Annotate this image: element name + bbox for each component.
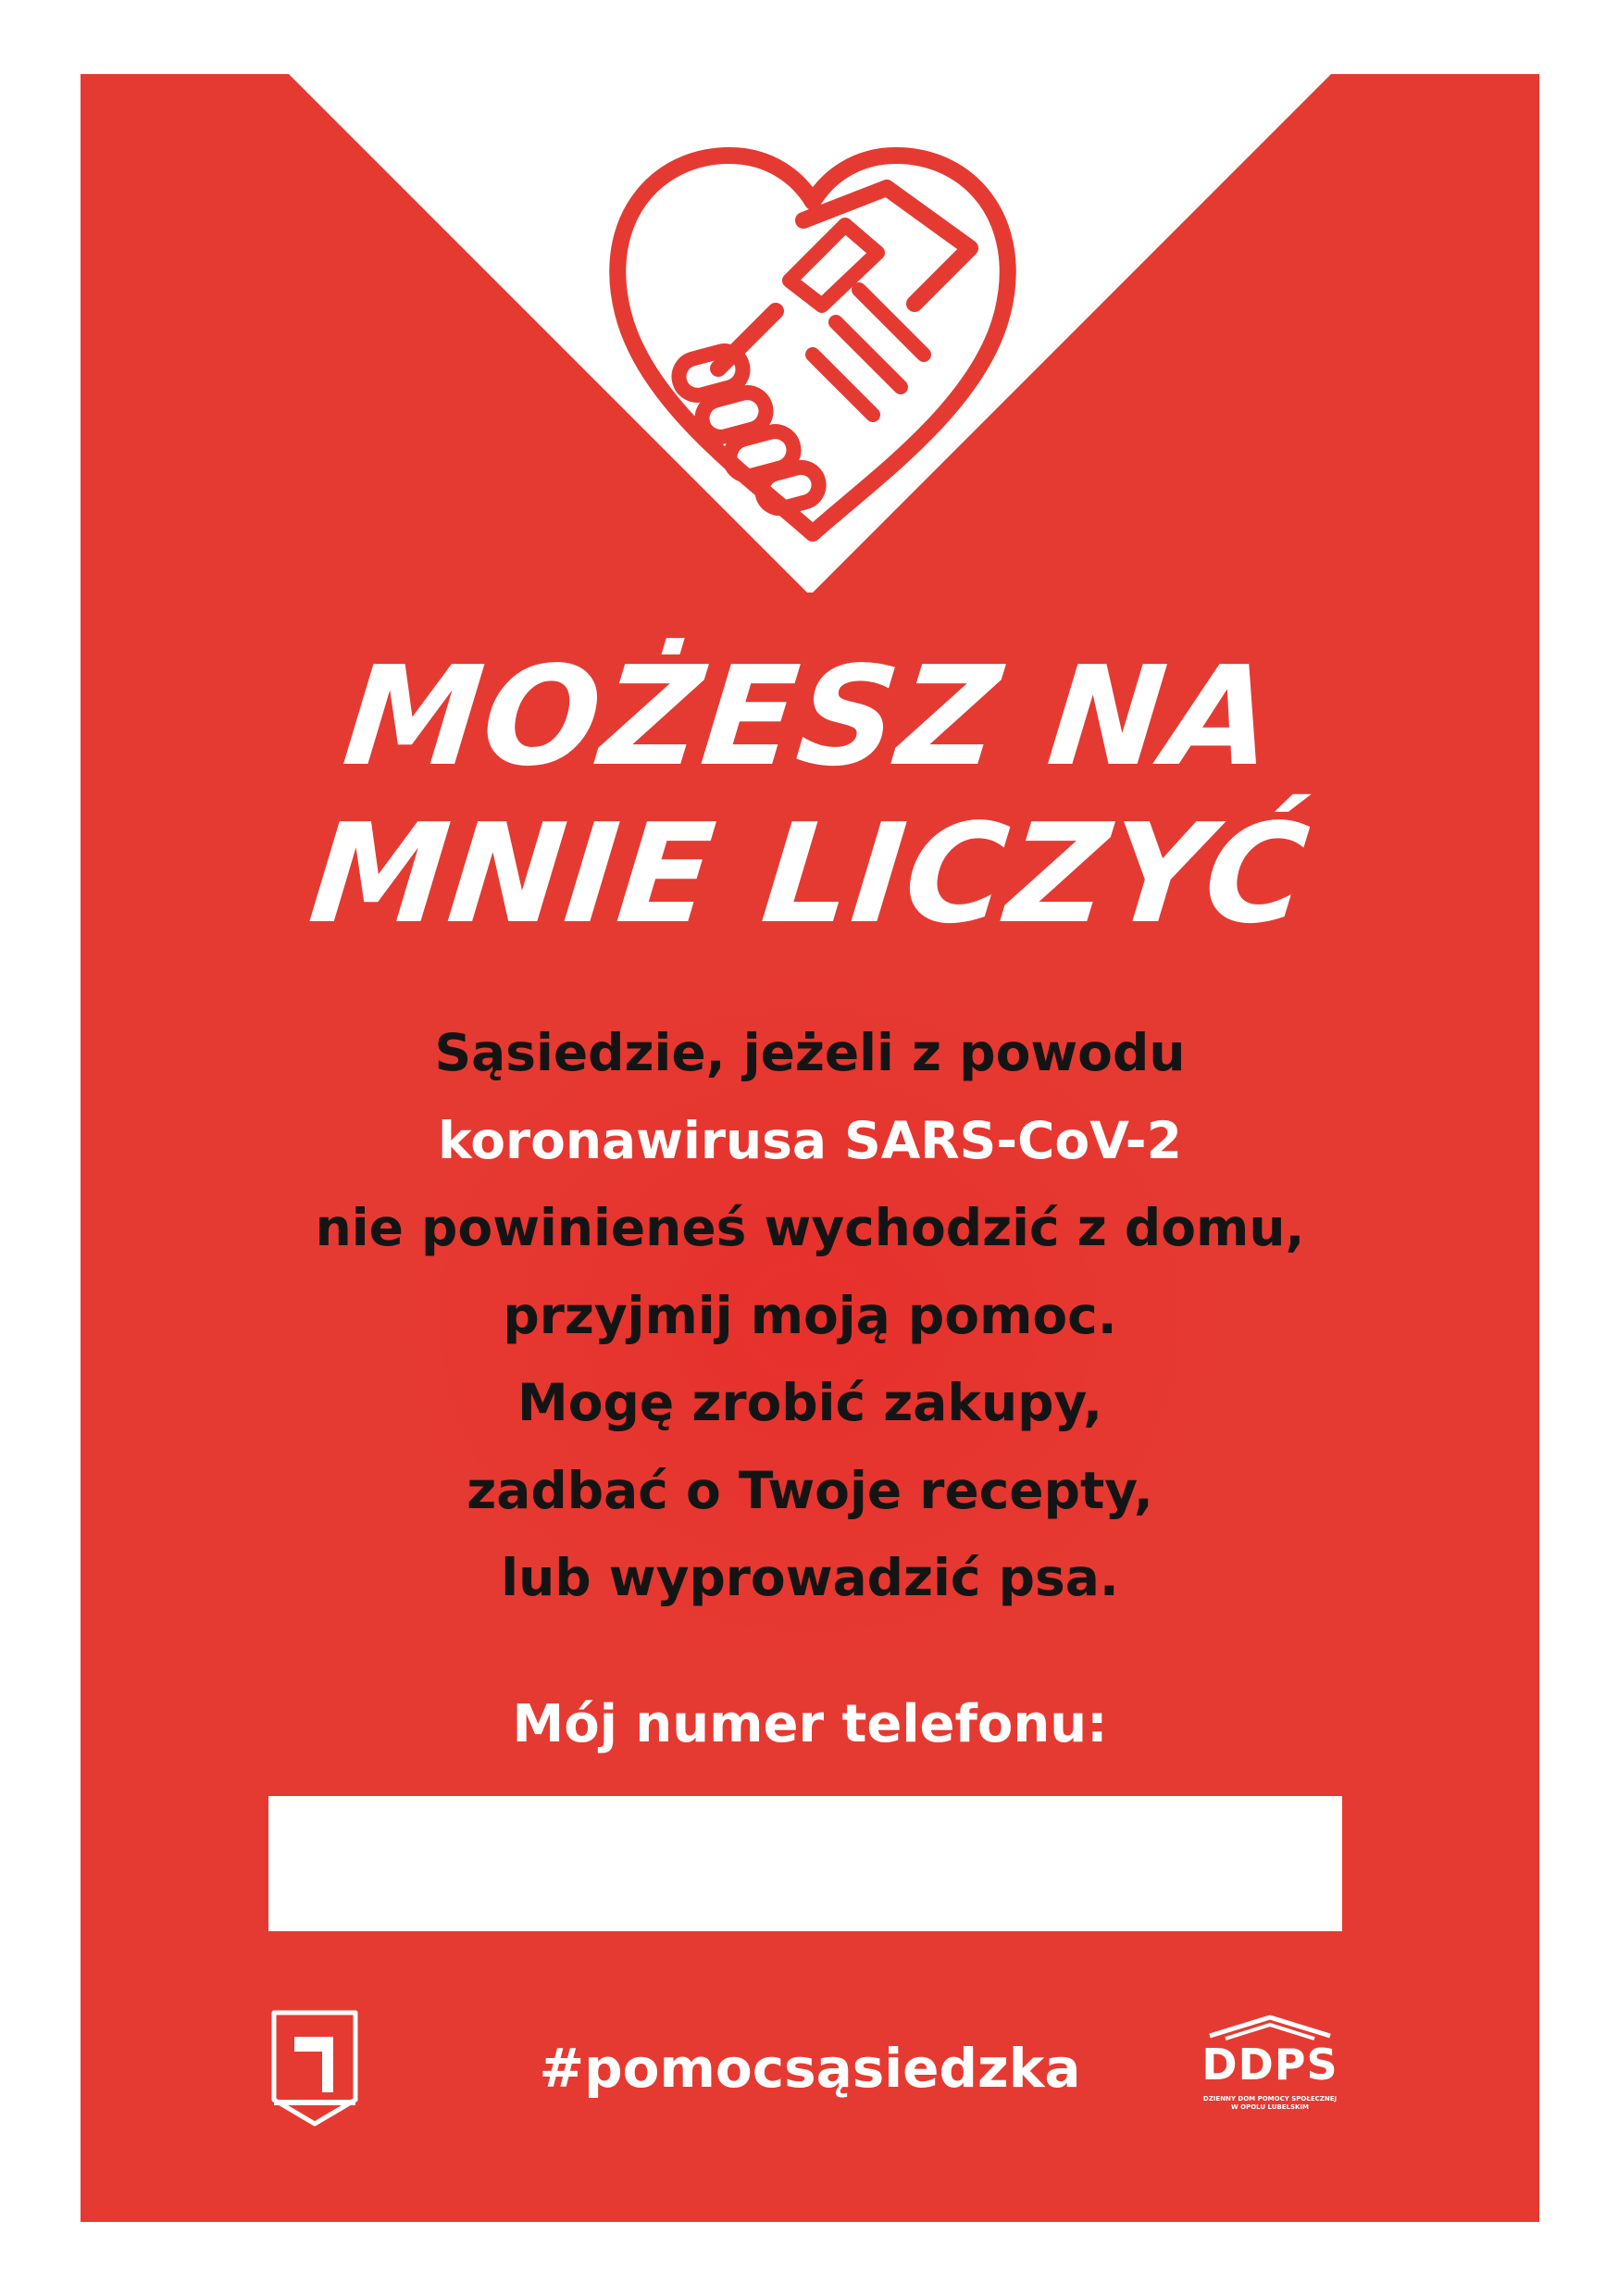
body-line: Sąsiedzie, jeżeli z powodu bbox=[434, 1023, 1186, 1082]
ddps-subtitle-line: W OPOLU LUBELSKIM bbox=[1230, 2103, 1310, 2111]
body-line: koronawirusa SARS-CoV-2 bbox=[438, 1110, 1182, 1170]
phone-number-field[interactable] bbox=[268, 1796, 1342, 1931]
body-line: Mogę zrobić zakupy, bbox=[517, 1373, 1102, 1432]
phone-label: Mój numer telefonu: bbox=[512, 1694, 1108, 1754]
ddps-logo bbox=[1201, 2014, 1339, 2129]
body-line: zadbać o Twoje recepty, bbox=[467, 1460, 1153, 1520]
body-text bbox=[81, 1009, 1539, 1622]
body-line: lub wyprowadzić psa. bbox=[501, 1548, 1119, 1607]
roof-icon bbox=[1205, 2014, 1335, 2041]
headline-line-1: MOŻESZ NA bbox=[337, 637, 1283, 796]
headline-line-2: MNIE LICZYĆ bbox=[303, 794, 1317, 954]
body-line: nie powinieneś wychodzić z domu, bbox=[315, 1198, 1305, 1257]
ddps-subtitle bbox=[1201, 2095, 1339, 2112]
body-line: przyjmij moją pomoc. bbox=[503, 1285, 1117, 1345]
heart-handshake-icon bbox=[581, 91, 1044, 591]
ddps-subtitle-line: DZIENNY DOM POMOCY SPOŁECZNEJ bbox=[1202, 2095, 1338, 2103]
hashtag: #pomocsąsiedzka bbox=[539, 2037, 1081, 2100]
ddps-name: DDPS bbox=[1201, 2040, 1338, 2090]
poster bbox=[81, 74, 1539, 2222]
